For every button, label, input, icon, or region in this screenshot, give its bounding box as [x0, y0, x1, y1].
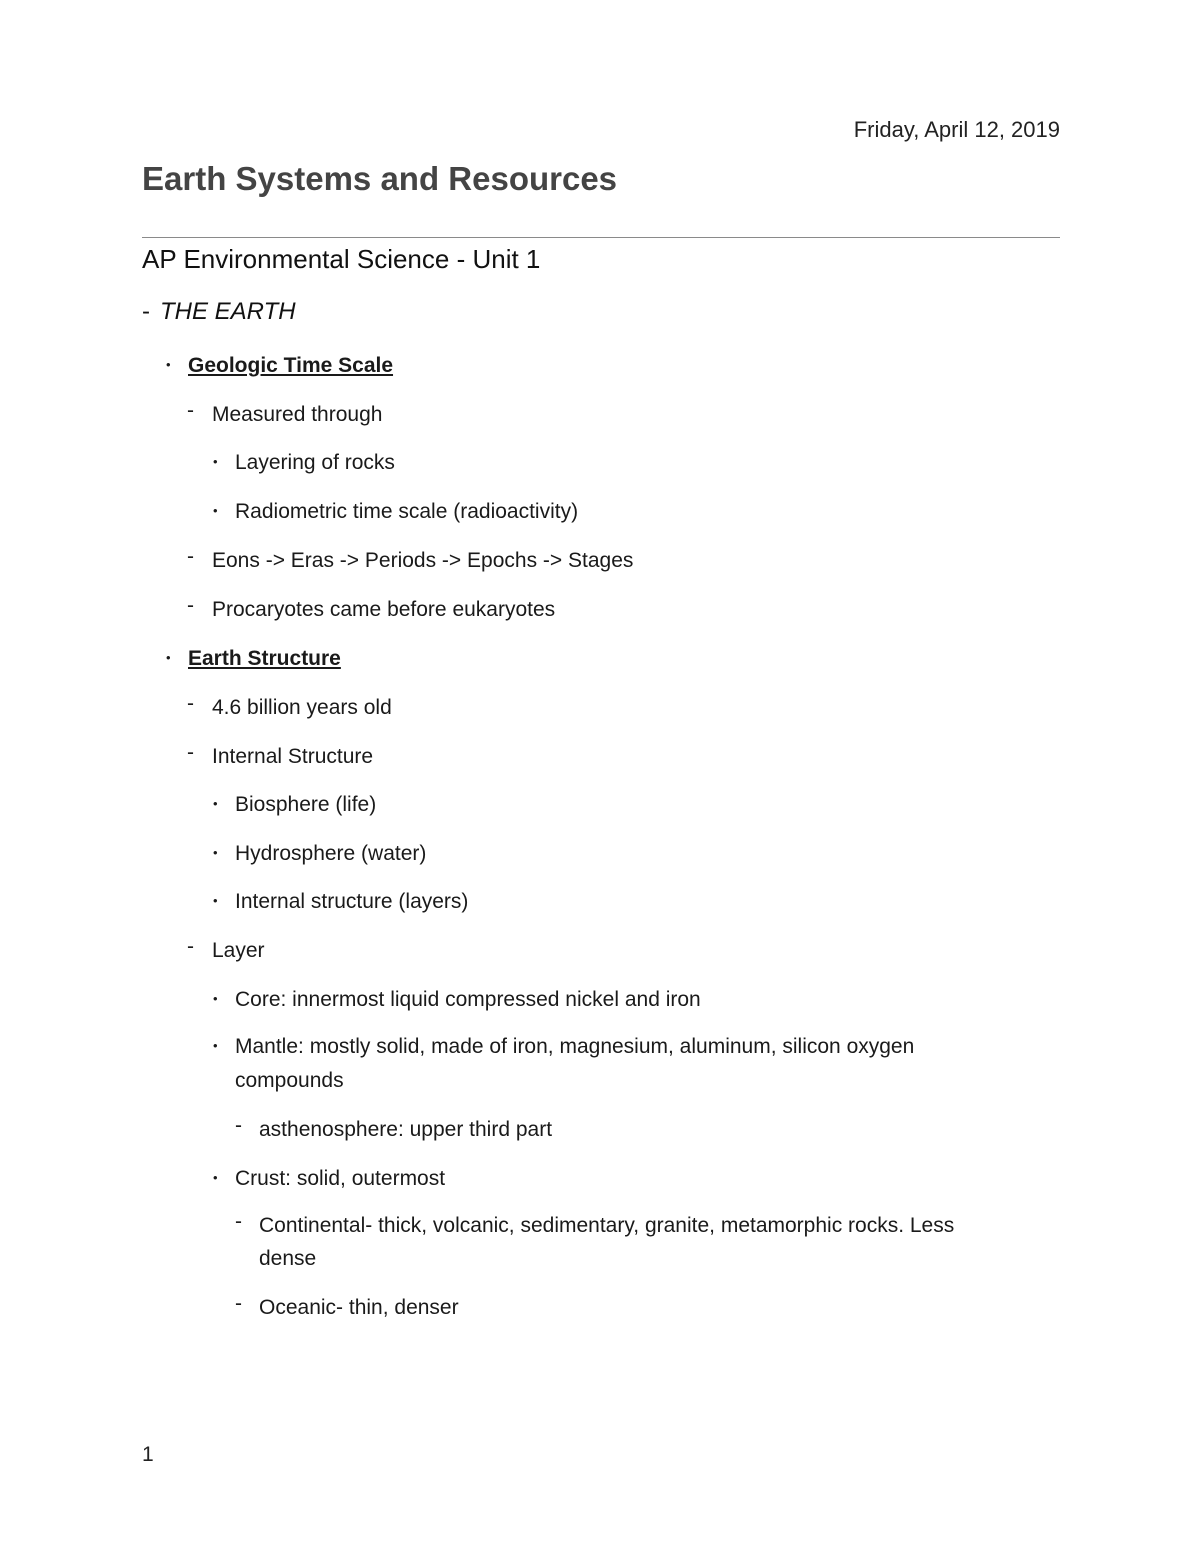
dash-marker: - [187, 399, 194, 422]
section-heading [142, 298, 296, 326]
outline-text: Core: innermost liquid compressed nickel and iron [235, 988, 701, 1011]
bullet-marker: • [213, 1170, 218, 1185]
bullet-marker: • [213, 454, 218, 469]
bullet-marker: • [166, 650, 171, 665]
outline-text: Continental- thick, volcanic, sedimentary, granite, metamorphic rocks. Less [259, 1214, 955, 1237]
outline-text: Mantle: mostly solid, made of iron, magnesium, aluminum, silicon oxygen [235, 1035, 915, 1058]
dash-marker: - [187, 692, 194, 715]
outline-text: Internal structure (layers) [235, 890, 469, 913]
page-number: 1 [142, 1443, 154, 1466]
bullet-marker: • [213, 845, 218, 860]
outline-heading: Geologic Time Scale [188, 354, 394, 377]
outline-text-continued: compounds [235, 1069, 344, 1092]
outline-text: Hydrosphere (water) [235, 842, 427, 865]
outline-text: Layer [212, 939, 265, 962]
title-divider [142, 237, 1060, 238]
outline-text: Crust: solid, outermost [235, 1167, 446, 1190]
outline-text: Layering of rocks [235, 451, 395, 474]
dash-marker: - [187, 741, 194, 764]
dash-marker: - [235, 1210, 242, 1233]
outline-text-continued: dense [259, 1247, 317, 1270]
bullet-marker: • [213, 893, 218, 908]
bullet-marker: • [213, 991, 218, 1006]
bullet-marker: • [213, 503, 218, 518]
bullet-marker: • [213, 1038, 218, 1053]
dash-marker: - [235, 1292, 242, 1315]
outline-text: Measured through [212, 403, 383, 426]
bullet-marker: • [213, 796, 218, 811]
outline-text: Internal Structure [212, 745, 374, 768]
outline-text: asthenosphere: upper third part [259, 1118, 553, 1141]
outline-text: Radiometric time scale (radioactivity) [235, 500, 579, 523]
outline-heading: Earth Structure [188, 647, 341, 670]
document-title: Earth Systems and Resources [142, 160, 618, 197]
outline-text: Eons -> Eras -> Periods -> Epochs -> Stages [212, 549, 634, 572]
dash-marker: - [187, 545, 194, 568]
section-heading-text: THE EARTH [160, 298, 296, 325]
dash-marker: - [187, 935, 194, 958]
document-date: Friday, April 12, 2019 [853, 117, 1060, 142]
section-dash-marker: - [142, 298, 150, 325]
outline-text: Biosphere (life) [235, 793, 377, 816]
outline-text: 4.6 billion years old [212, 696, 392, 719]
document-subtitle: AP Environmental Science - Unit 1 [142, 244, 541, 274]
outline-text: Oceanic- thin, denser [259, 1296, 459, 1319]
dash-marker: - [187, 594, 194, 617]
bullet-marker: • [166, 357, 171, 372]
outline-text: Procaryotes came before eukaryotes [212, 598, 556, 621]
dash-marker: - [235, 1114, 242, 1137]
